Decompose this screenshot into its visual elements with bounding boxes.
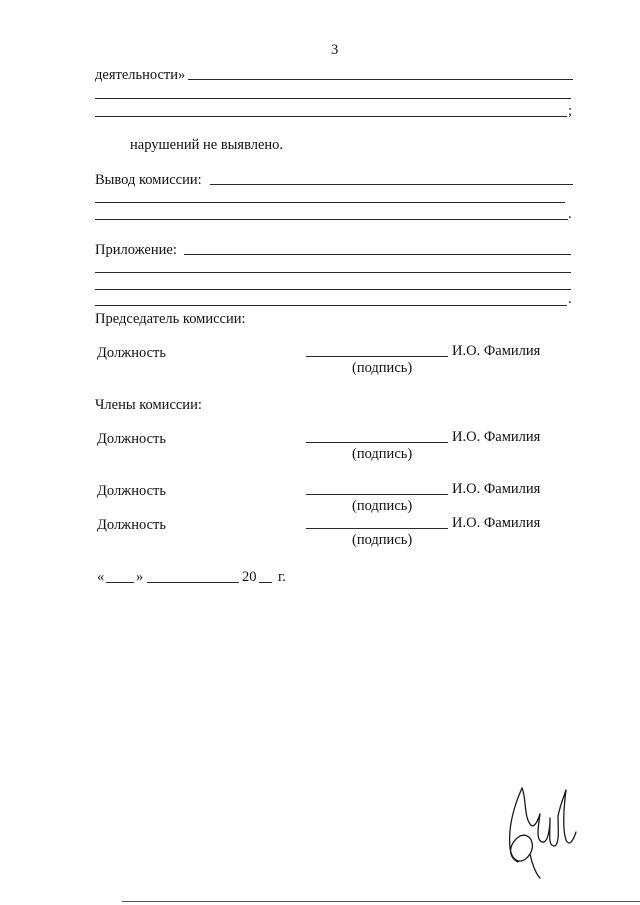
finding-text: нарушений не выявлено.: [130, 137, 284, 153]
date-close-quote: »: [136, 569, 144, 585]
date-year-line: [259, 582, 272, 583]
scan-edge-line: [122, 901, 640, 902]
line-end-punct: .: [568, 206, 572, 222]
fill-line: [95, 305, 567, 306]
signature-caption: (подпись): [352, 446, 413, 462]
member-name: И.О. Фамилия: [452, 481, 541, 497]
member-position: Должность: [97, 517, 166, 533]
chairman-name: И.О. Фамилия: [452, 343, 541, 359]
appendix-label: Приложение:: [95, 242, 177, 258]
member-name: И.О. Фамилия: [452, 515, 541, 531]
fill-line: [95, 116, 567, 117]
intro-label: деятельности»: [95, 67, 186, 83]
fill-line: [210, 184, 573, 185]
chairman-heading: Председатель комиссии:: [95, 311, 246, 327]
fill-line: [95, 202, 565, 203]
fill-line: [95, 272, 571, 273]
fill-line: [95, 289, 571, 290]
signature-caption: (подпись): [352, 532, 413, 548]
date-year-suffix: г.: [278, 569, 286, 585]
chairman-position: Должность: [97, 345, 166, 361]
member-position: Должность: [97, 483, 166, 499]
signature-line: [306, 442, 448, 443]
date-day-line: [106, 582, 134, 583]
line-end-punct: .: [568, 291, 572, 307]
member-position: Должность: [97, 431, 166, 447]
date-open-quote: «: [97, 569, 105, 585]
conclusion-label: Вывод комиссии:: [95, 172, 202, 188]
signature-line: [306, 494, 448, 495]
date-month-line: [147, 582, 239, 583]
fill-line: [95, 219, 568, 220]
line-end-punct: ;: [568, 103, 573, 119]
handwritten-signature: [500, 776, 580, 880]
date-year-prefix: 20: [242, 569, 257, 585]
member-name: И.О. Фамилия: [452, 429, 541, 445]
page-number: 3: [331, 42, 339, 58]
fill-line: [188, 79, 573, 80]
signature-line: [306, 356, 448, 357]
fill-line: [95, 98, 571, 99]
signature-line: [306, 528, 448, 529]
signature-caption: (подпись): [352, 360, 413, 376]
fill-line: [184, 254, 571, 255]
members-heading: Члены комиссии:: [95, 397, 202, 413]
signature-caption: (подпись): [352, 498, 413, 514]
